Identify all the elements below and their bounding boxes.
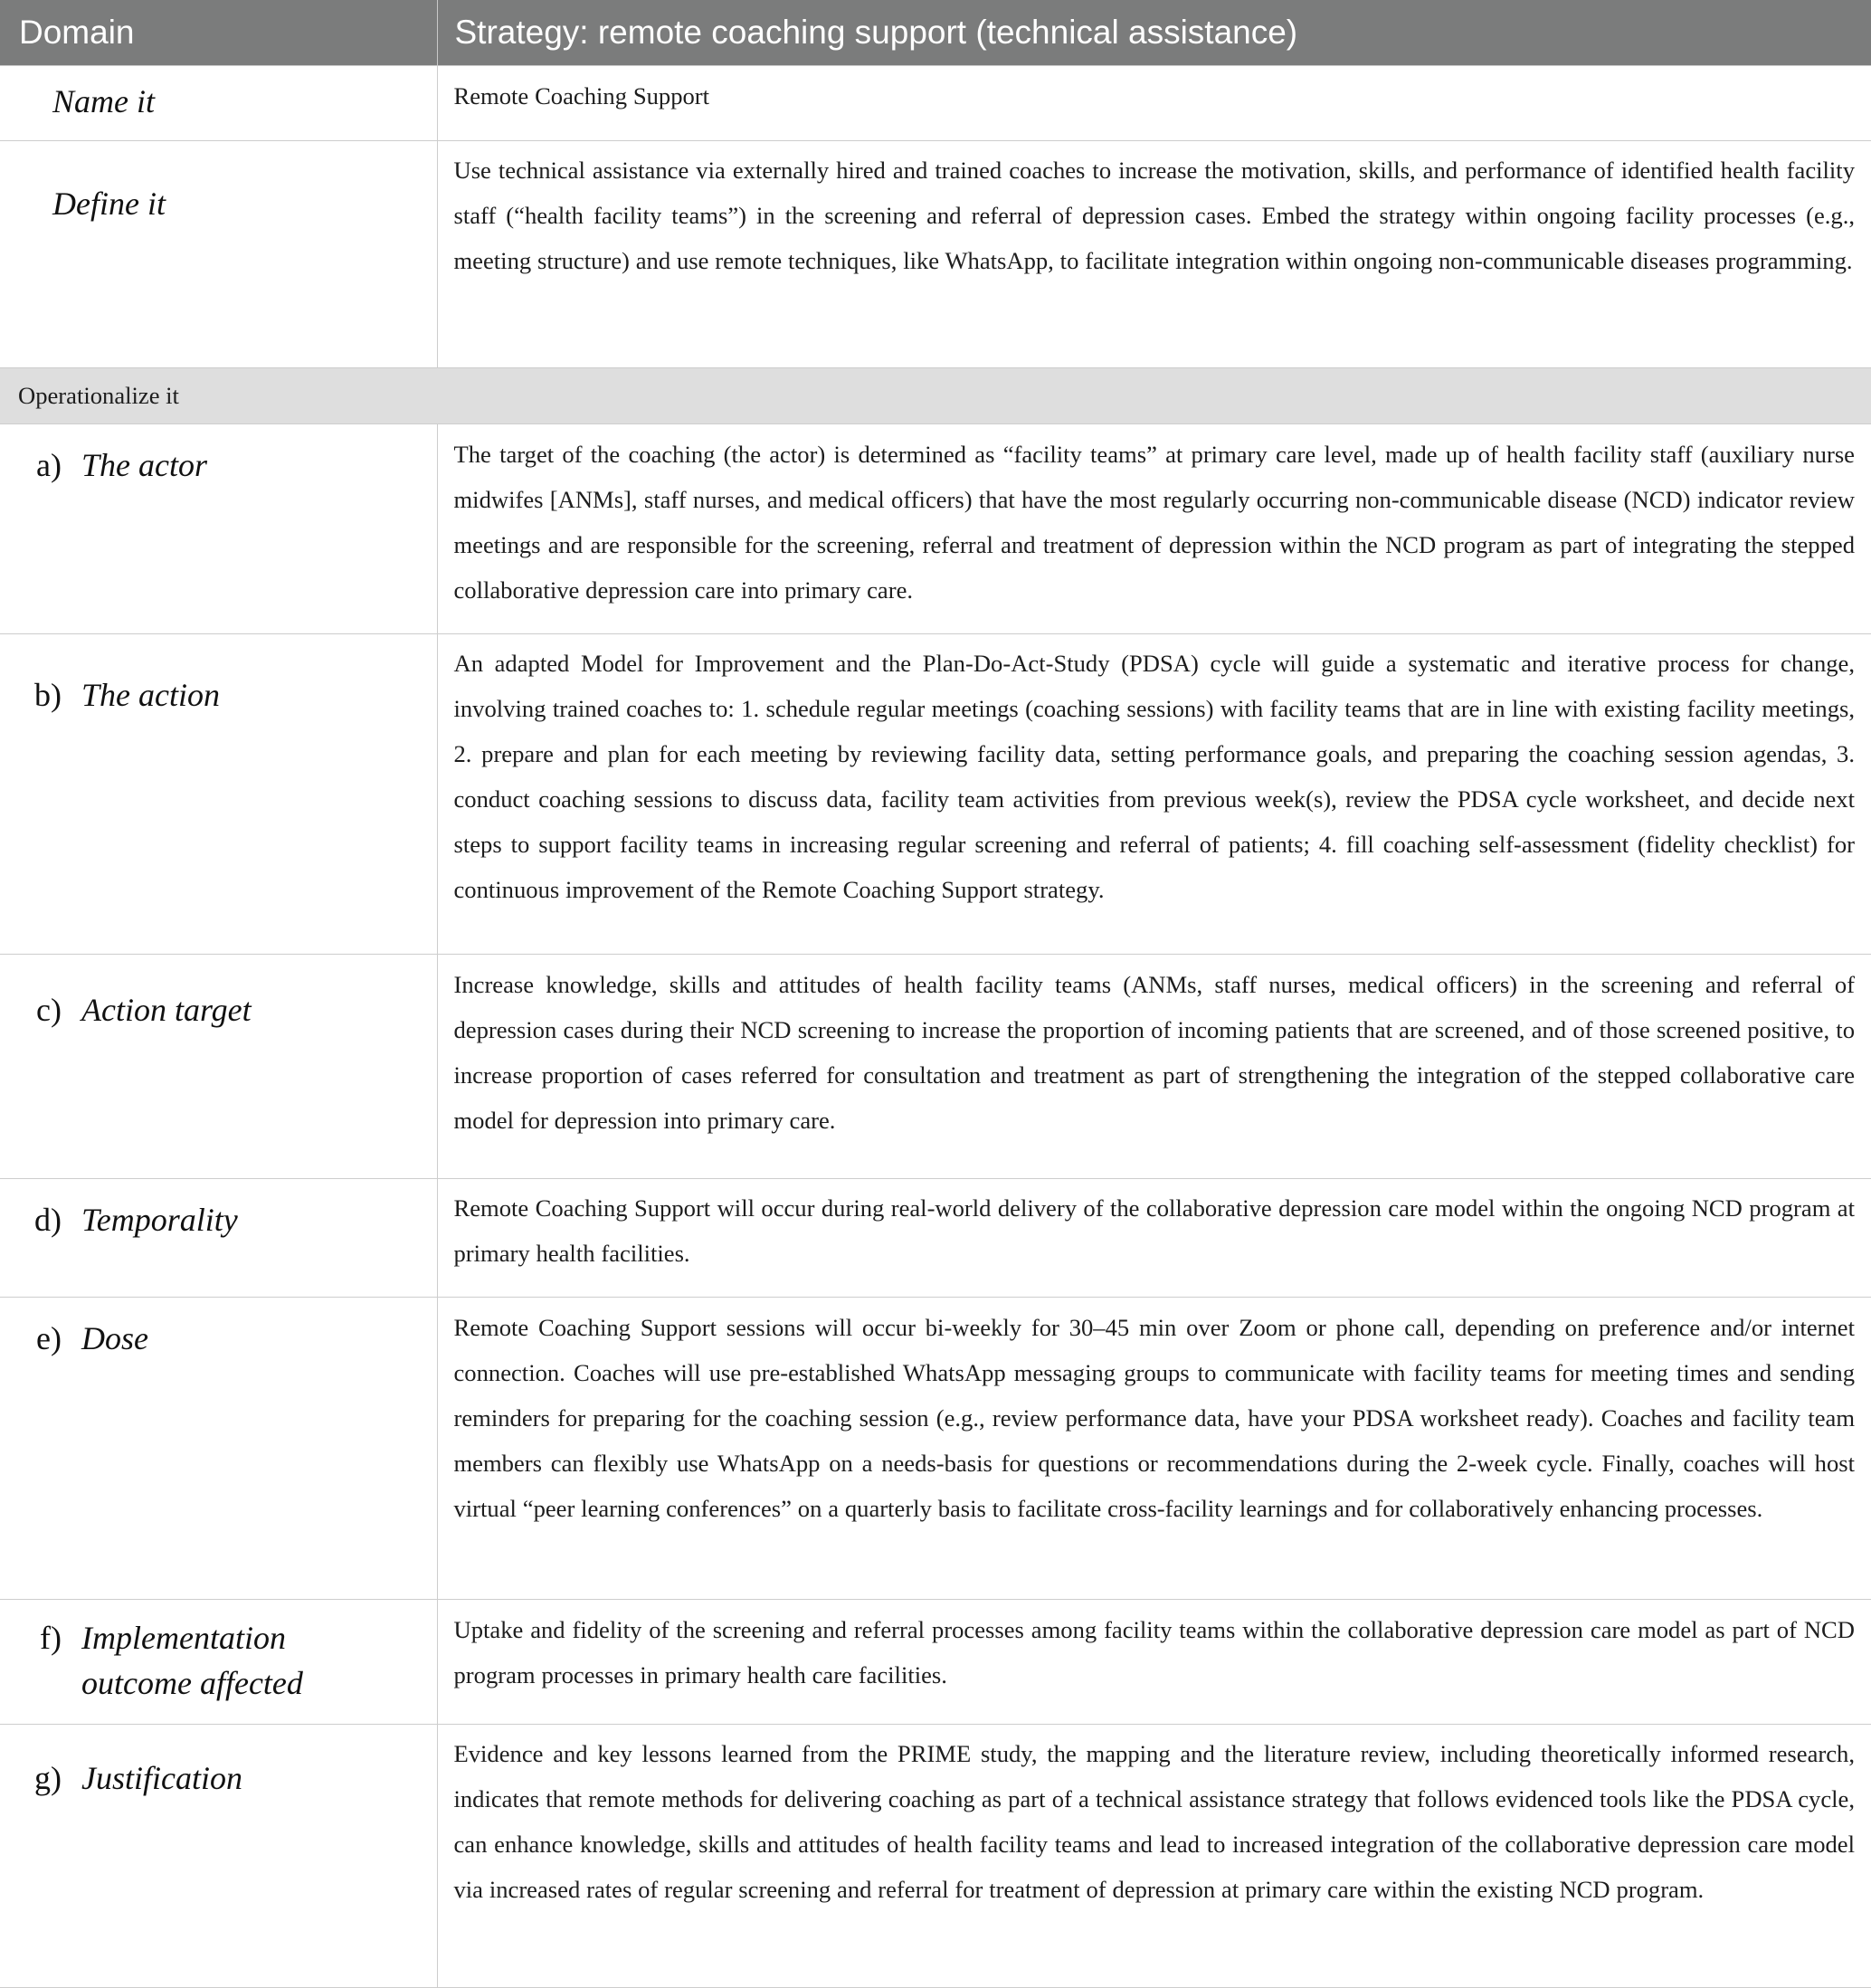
- row-label: The action: [81, 677, 220, 713]
- row-letter: b): [34, 677, 62, 713]
- table-row: [0, 424, 1871, 634]
- row-label: Define it: [0, 141, 437, 368]
- table-row: [0, 955, 1871, 1179]
- row-label: Temporality: [81, 1202, 238, 1238]
- row-text: Uptake and fidelity of the screening and referral processes among facility teams within the collaborative depression care model as part of NCD program processes in primary health care facilities.: [437, 1600, 1871, 1725]
- table-header-row: [0, 0, 1871, 66]
- row-letter: e): [36, 1320, 62, 1356]
- row-label: Name it: [0, 66, 437, 141]
- header-strategy: Strategy: remote coaching support (technical assistance): [437, 0, 1871, 66]
- row-text: Remote Coaching Support will occur during real-world delivery of the collaborative depression care model within the ongoing NCD program at primary health facilities.: [437, 1179, 1871, 1298]
- table-row-name-it: [0, 66, 1871, 141]
- row-text: Evidence and key lessons learned from the PRIME study, the mapping and the literature review, including theoretically informed research, indicates that remote methods for delivering coaching as part of a technical assistance strategy that follows evidenced tools like the PDSA cycle, can enhance knowledge, skills and attitudes of health facility teams and lead to increased integration of the collaborative depression care model via increased rates of regular screening and referral for treatment of depression at primary care within the existing NCD program.: [437, 1725, 1871, 1988]
- section-label: Operationalize it: [0, 368, 1871, 424]
- row-letter: c): [36, 992, 62, 1028]
- table-row: [0, 1725, 1871, 1988]
- row-label: Justification: [81, 1760, 242, 1796]
- table-row: [0, 1298, 1871, 1600]
- row-label: Implementation outcome affected: [81, 1620, 303, 1701]
- row-label: Action target: [81, 992, 252, 1028]
- header-domain: Domain: [0, 0, 437, 66]
- row-text: Remote Coaching Support: [437, 66, 1871, 141]
- row-letter: f): [40, 1620, 62, 1656]
- table-row: [0, 1179, 1871, 1298]
- table-row: [0, 1600, 1871, 1725]
- row-text: Remote Coaching Support sessions will occur bi-weekly for 30–45 min over Zoom or phone call, depending on preference and/or internet connection. Coaches will use pre-established WhatsApp messaging groups to communicate with facility teams for meeting times and sending reminders for preparing for the coaching session (e.g., review performance data, have your PDSA worksheet ready). Coaches and facility team members can flexibly use WhatsApp on a needs-basis for questions or recommendations during the 2-week cycle. Finally, coaches will host virtual “peer learning conferences” on a quarterly basis to facilitate cross-facility learnings and for collaboratively enhancing processes.: [437, 1298, 1871, 1600]
- row-letter: g): [34, 1760, 62, 1796]
- table-row-define-it: [0, 141, 1871, 368]
- row-text: Increase knowledge, skills and attitudes of health facility teams (ANMs, staff nurses, medical officers) in the screening and referral of depression cases during their NCD screening to increase the proportion of incoming patients that are screened, and of those screened positive, to increase proportion of cases referred for consultation and treatment as part of strengthening the integration of the stepped collaborative care model for depression into primary care.: [437, 955, 1871, 1179]
- row-letter: d): [34, 1202, 62, 1238]
- row-text: The target of the coaching (the actor) is determined as “facility teams” at primary care level, made up of health facility staff (auxiliary nurse midwifes [ANMs], staff nurses, and medical officers) that have the most regularly occurring non-communicable disease (NCD) indicator review meetings and are responsible for the screening, referral and treatment of depression within the NCD program as part of integrating the stepped collaborative depression care into primary care.: [437, 424, 1871, 634]
- table-row: [0, 634, 1871, 955]
- row-label: Dose: [81, 1320, 148, 1356]
- row-text: An adapted Model for Improvement and the Plan-Do-Act-Study (PDSA) cycle will guide a systematic and iterative process for change, involving trained coaches to: 1. schedule regular meetings (coaching sessions) with facility teams that are in line with existing facility meetings, 2. prepare and plan for each meeting by reviewing facility data, setting performance goals, and preparing the coaching session agendas, 3. conduct coaching sessions to discuss data, facility team activities from previous week(s), review the PDSA cycle worksheet, and decide next steps to support facility teams in increasing regular screening and referral of patients; 4. fill coaching self-assessment (fidelity checklist) for continuous improvement of the Remote Coaching Support strategy.: [437, 634, 1871, 955]
- row-label: The actor: [81, 447, 207, 483]
- section-row: [0, 368, 1871, 424]
- row-text: Use technical assistance via externally hired and trained coaches to increase the motivation, skills, and performance of identified health facility staff (“health facility teams”) in the screening and referral of depression cases. Embed the strategy within ongoing facility processes (e.g., meeting structure) and use remote techniques, like WhatsApp, to facilitate integration within ongoing non-communicable diseases programming.: [437, 141, 1871, 368]
- row-letter: a): [36, 447, 62, 483]
